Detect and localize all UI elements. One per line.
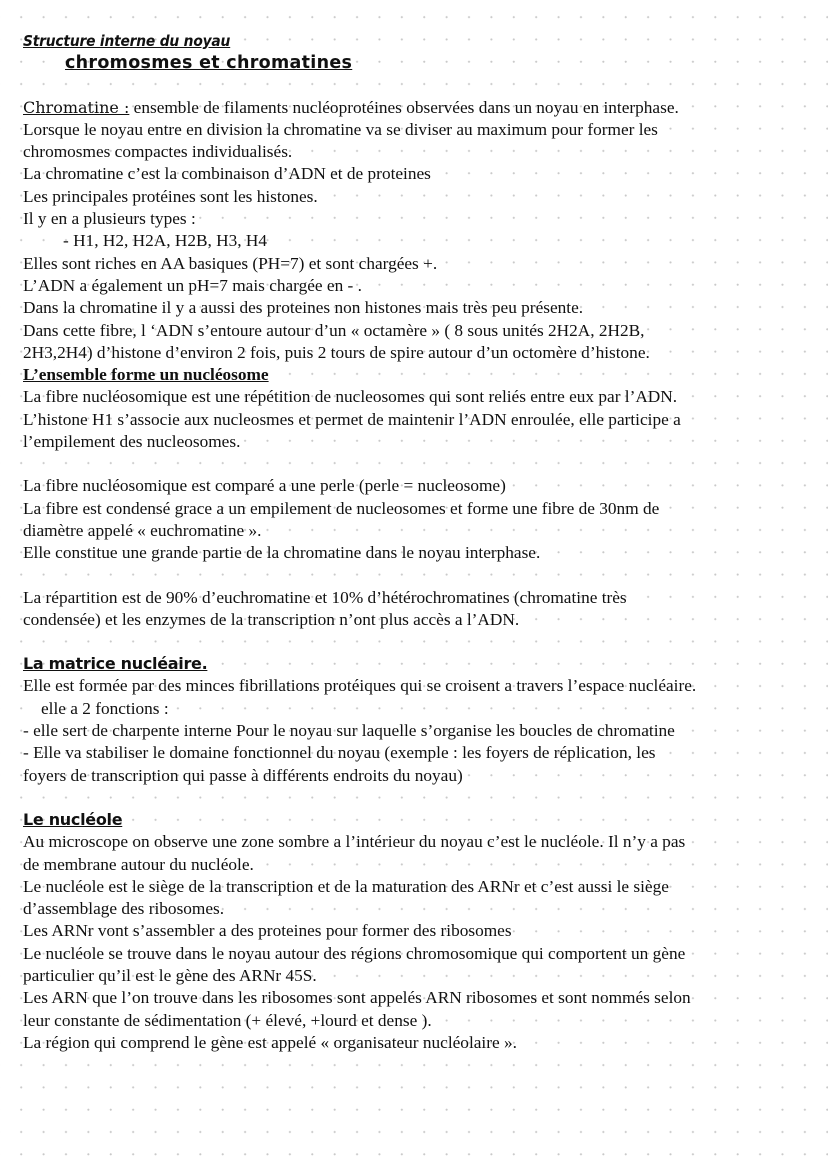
text-line: leur constante de sédimentation (+ élevé, +lourd et dense ). [23,1010,432,1030]
text-line: L’ADN a également un pH=7 mais chargée en - . [23,275,362,295]
text-line: Les principales protéines sont les histones. [23,186,318,206]
text-line: La fibre nucléosomique est une répétition de nucleosomes qui sont reliés entre eux par l’ADN. [23,387,678,407]
text-line: La répartition est de 90% d’euchromatine et 10% d’hétérochromatines (chromatine très [23,587,627,607]
text-line: La chromatine c’est la combinaison d’ADN et de proteines [23,164,431,184]
text-line: Il y en a plusieurs types : [23,209,196,229]
section-matrice-nucleaire [23,653,813,787]
text-line: diamètre appelé « euchromatine ». [23,520,262,540]
text-line: foyers de transcription qui passe à différents endroits du noyau) [23,765,463,785]
text-line: de membrane autour du nucléole. [23,854,254,874]
text-line: Lorsque le noyau entre en division la chromatine va se diviser au maximum pour former les [23,119,658,139]
text-line: La fibre est condensé grace a un empilement de nucleosomes et forme une fibre de 30nm de [23,498,660,518]
spacer [23,453,813,475]
section-nucleole [23,809,813,1054]
text-line: Les ARN que l’on trouve dans les ribosomes sont appelés ARN ribosomes et sont nommés selon [23,988,691,1008]
text-line: Elle constitue une grande partie de la chromatine dans le noyau interphase. [23,543,541,563]
spacer [23,75,813,97]
text-line: Elle est formée par des minces fibrillations protéiques qui se croisent a travers l’espace nucléaire. [23,676,697,696]
text-line: condensée) et les enzymes de la transcription n’ont plus accès a l’ADN. [23,609,520,629]
chromatine-term: Chromatine : [23,97,130,117]
text-line: d’assemblage des ribosomes. [23,899,225,919]
header [23,30,813,75]
document-title: Structure interne du noyau [23,32,231,50]
text-line: La fibre nucléosomique est comparé a une perle (perle = nucleosome) [23,476,506,496]
text-line: La région qui comprend le gène est appelé « organisateur nucléolaire ». [23,1032,517,1052]
text-line: Les ARNr vont s’assembler a des proteines pour former des ribosomes [23,921,512,941]
nucleole-title: Le nucléole [23,809,123,829]
text-line: Dans cette fibre, l ‘ADN s’entoure autour d’un « octamère » ( 8 sous unités 2H2A, 2H2B, [23,320,645,340]
text-line: 2H3,2H4) d’histone d’environ 2 fois, puis 2 tours de spire autour d’un octomère d’histone. [23,342,650,362]
text-line: Dans la chromatine il y a aussi des proteines non histones mais très peu présente. [23,298,584,318]
spacer [23,565,813,587]
text-line: Elles sont riches en AA basiques (PH=7) et sont chargées +. [23,253,438,273]
spacer [23,787,813,809]
text-line: L’histone H1 s’associe aux nucleosmes et permet de maintenir l’ADN enroulée, elle participe a [23,409,681,429]
text-line: l’empilement des nucleosomes. [23,432,241,452]
text-line: Le nucléole est le siège de la transcription et de la maturation des ARNr et c’est aussi le siège [23,876,669,896]
chromatine-definition: Chromatine : ensemble de filaments nucléoprotéines observées dans un noyau en interphase. [23,97,679,117]
section-chromatine [23,97,813,632]
text-line: Le nucléole se trouve dans le noyau autour des régions chromosomique qui comportent un gène [23,943,686,963]
list-item: - Elle va stabiliser le domaine fonctionnel du noyau (exemple : les foyers de réplication, les [23,743,656,763]
text-line: elle a 2 fonctions : [41,698,169,718]
document-page [23,30,813,1054]
matrice-title: La matrice nucléaire. [23,654,208,674]
histone-types-list-item: - H1, H2, H2A, H2B, H3, H4 [63,231,268,251]
spacer [23,631,813,653]
document-subtitle: chromosmes et chromatines [65,53,353,74]
text-line: Au microscope on observe une zone sombre a l’intérieur du noyau c’est le nucléole. Il n’y a pas [23,832,686,852]
text-line: chromosmes compactes individualisés. [23,142,293,162]
text-line: particulier qu’il est le gène des ARNr 45S. [23,965,317,985]
list-item: - elle sert de charpente interne Pour le noyau sur laquelle s’organise les boucles de chromatine [23,721,675,741]
nucleosome-heading: L’ensemble forme un nucléosome [23,365,269,385]
